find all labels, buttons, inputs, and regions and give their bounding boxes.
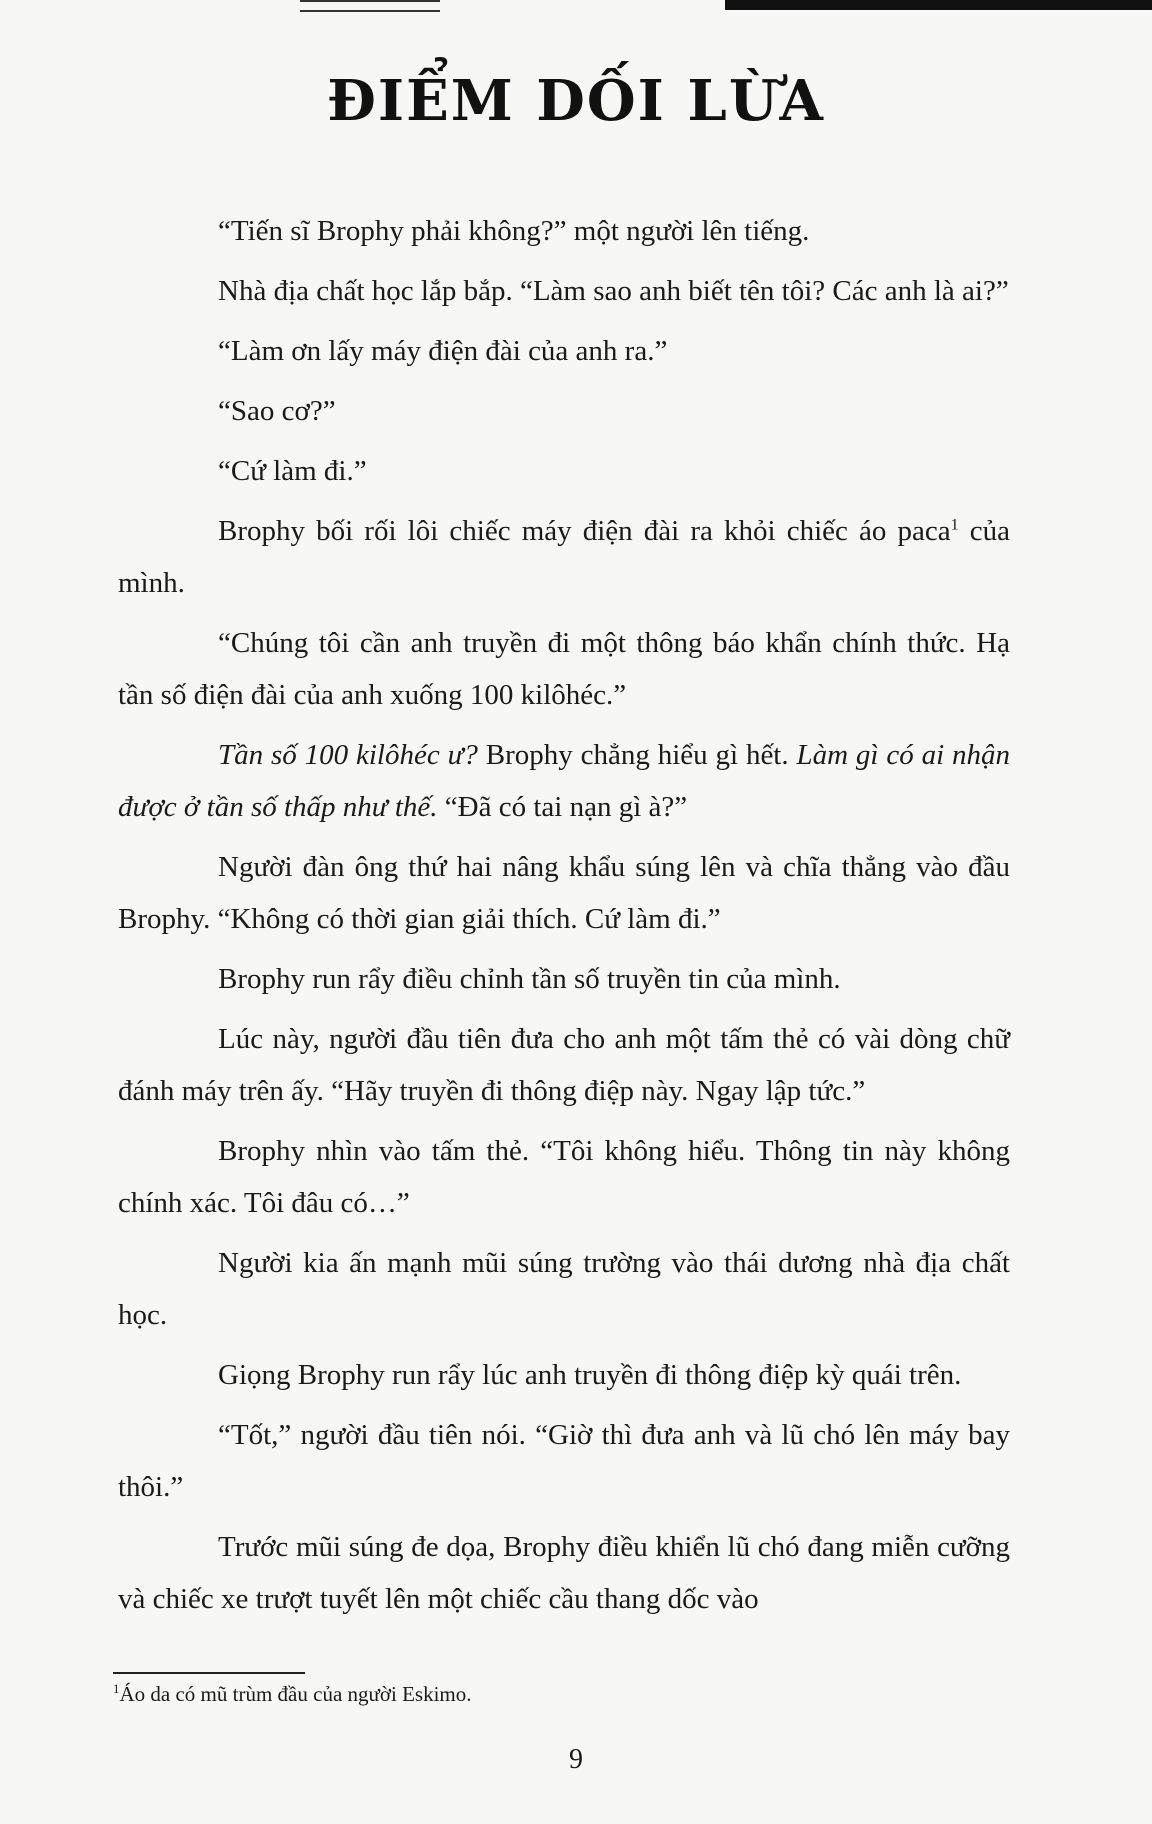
- footnote-marker: 1: [113, 1681, 120, 1696]
- paragraph-9: Người đàn ông thứ hai nâng khẩu súng lên và chĩa thẳng vào đầu Brophy. “Không có thời gian giải thích. Cứ làm đi.”: [118, 851, 1010, 935]
- body-text: [118, 205, 1010, 1625]
- paragraph-6: [118, 505, 1010, 609]
- paragraph-15: “Tốt,” người đầu tiên nói. “Giờ thì đưa anh và lũ chó lên máy bay thôi.”: [118, 1419, 1010, 1503]
- paragraph-14: Giọng Brophy run rẩy lúc anh truyền đi thông điệp kỳ quái trên.: [218, 1359, 962, 1391]
- paragraph-6-text-after: của mình.: [118, 515, 1010, 599]
- footnote-rule: [113, 1672, 305, 1674]
- header-rule-left: [300, 0, 440, 12]
- paragraph-6-text: Brophy bối rối lôi chiếc máy điện đài ra khỏi chiếc áo paca: [218, 515, 951, 547]
- footnote: [113, 1680, 472, 1708]
- footnote-ref-1: 1: [950, 516, 959, 534]
- page-number: 9: [569, 1744, 583, 1775]
- paragraph-8-text-2: “Đã có tai nạn gì à?”: [437, 791, 688, 823]
- paragraph-13: Người kia ấn mạnh mũi súng trường vào thái dương nhà địa chất học.: [118, 1247, 1010, 1331]
- paragraph-2: Nhà địa chất học lắp bắp. “Làm sao anh biết tên tôi? Các anh là ai?”: [218, 275, 1009, 307]
- paragraph-12: Brophy nhìn vào tấm thẻ. “Tôi không hiểu. Thông tin này không chính xác. Tôi đâu có…”: [118, 1135, 1010, 1219]
- paragraph-8-italic-1: Tần số 100 kilôhéc ư?: [218, 739, 478, 771]
- header-bar-right: [725, 0, 1152, 10]
- paragraph-16: Trước mũi súng đe dọa, Brophy điều khiển lũ chó đang miễn cưỡng và chiếc xe trượt tuyết lên một chiếc cầu thang dốc vào: [118, 1531, 1010, 1615]
- paragraph-10: Brophy run rẩy điều chỉnh tần số truyền tin của mình.: [218, 963, 841, 995]
- chapter-title: ĐIỂM DỐI LỪA: [326, 68, 825, 134]
- paragraph-5: “Cứ làm đi.”: [218, 455, 367, 487]
- paragraph-4: “Sao cơ?”: [218, 395, 336, 427]
- paragraph-1: “Tiến sĩ Brophy phải không?” một người lên tiếng.: [218, 215, 810, 247]
- paragraph-7: “Chúng tôi cần anh truyền đi một thông báo khẩn chính thức. Hạ tần số điện đài của anh xuống 100 kilôhéc.”: [118, 627, 1010, 711]
- footnote-text: Áo da có mũ trùm đầu của người Eskimo.: [119, 1682, 472, 1706]
- paragraph-8-italic-2: Làm gì có ai nhận được ở tần số thấp như thế.: [118, 739, 1010, 823]
- paragraph-8-text-1: Brophy chẳng hiểu gì hết.: [477, 739, 797, 771]
- paragraph-3: “Làm ơn lấy máy điện đài của anh ra.”: [218, 335, 668, 367]
- paragraph-8: [118, 729, 1010, 833]
- paragraph-11: Lúc này, người đầu tiên đưa cho anh một tấm thẻ có vài dòng chữ đánh máy trên ấy. “Hãy truyền đi thông điệp này. Ngay lập tức.”: [118, 1023, 1010, 1107]
